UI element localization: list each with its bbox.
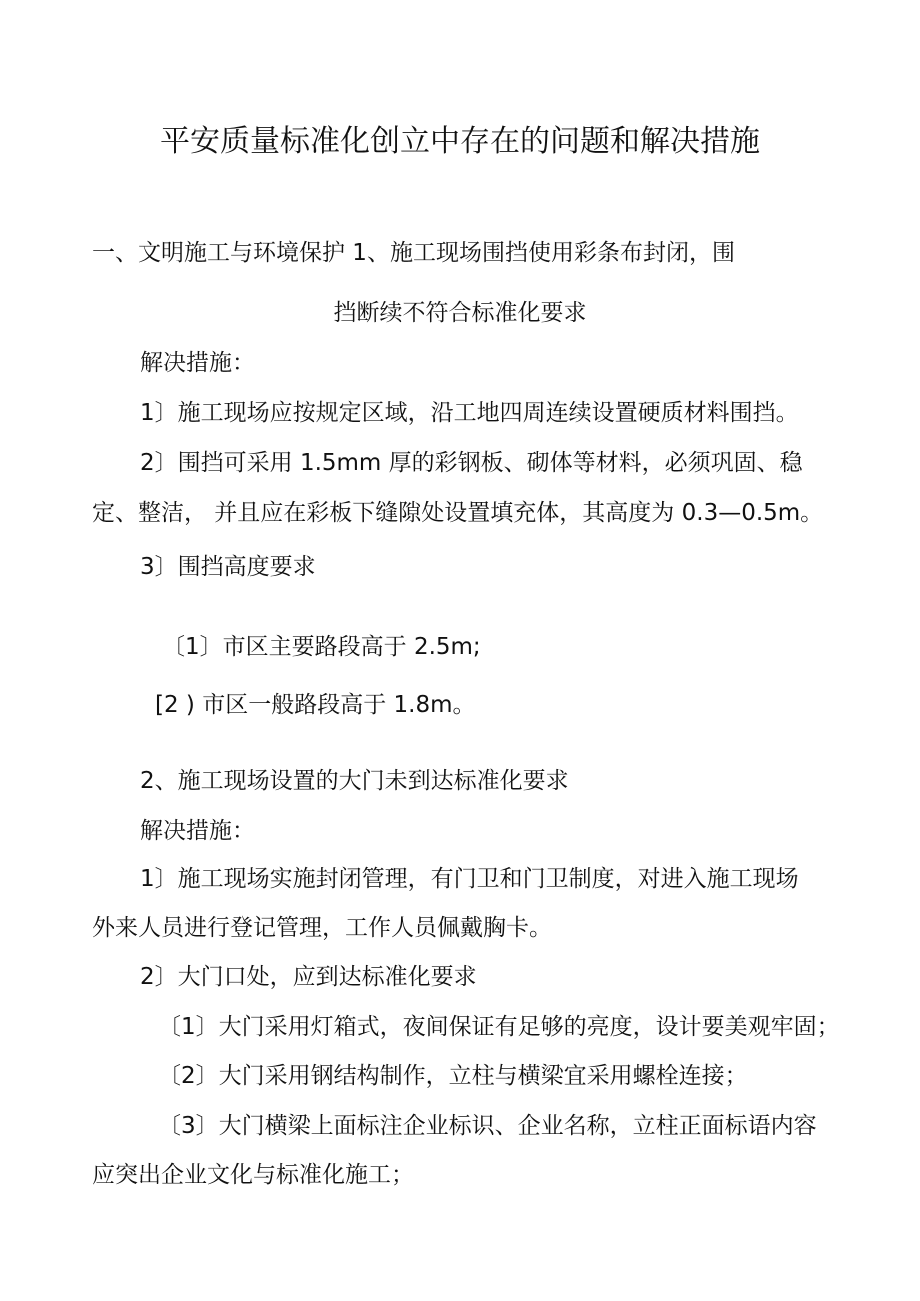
section-heading-line: 一、文明施工与环境保护 1、施工现场围挡使用彩条布封闭，围 <box>92 240 735 266</box>
paragraph-line: 定、整洁， 并且应在彩板下缝隙处设置填充体，其高度为 0.3—0.5m。 <box>92 500 824 526</box>
list-item: 〔1〕大门采用灯箱式，夜间保证有足够的亮度，设计要美观牢固； <box>158 1014 840 1040</box>
paragraph-line: 3〕围挡高度要求 <box>140 554 316 580</box>
paragraph-line: 外来人员进行登记管理，工作人员佩戴胸卡。 <box>92 915 552 941</box>
paragraph-line: 2〕围挡可采用 1.5mm 厚的彩钢板、砌体等材料，必须巩固、稳 <box>140 450 803 476</box>
paragraph-line: 1〕施工现场实施封闭管理，有门卫和门卫制度，对进入施工现场 <box>140 866 799 892</box>
paragraph-line: 应突出企业文化与标准化施工； <box>92 1162 414 1188</box>
page-title: 平安质量标准化创立中存在的问题和解决措施 <box>160 124 760 159</box>
list-item: 〔2〕大门采用钢结构制作，立柱与横梁宜采用螺栓连接； <box>158 1063 748 1089</box>
list-item: 〔3〕大门横梁上面标注企业标识、企业名称，立柱正面标语内容 <box>158 1113 817 1139</box>
list-item: 〔1〕市区主要路段高于 2.5m; <box>162 634 481 660</box>
paragraph-line: 2〕大门口处，应到达标准化要求 <box>140 964 477 990</box>
list-item: [2 ) 市区一般路段高于 1.8m。 <box>155 692 476 718</box>
solution-label: 解决措施： <box>140 818 255 844</box>
section-heading-continuation: 挡断续不符合标准化要求 <box>333 300 587 326</box>
paragraph-line: 1〕施工现场应按规定区域，沿工地四周连续设置硬质材料围挡。 <box>140 400 799 426</box>
section-heading-line: 2、施工现场设置的大门未到达标准化要求 <box>140 768 569 794</box>
solution-label: 解决措施： <box>140 350 255 376</box>
